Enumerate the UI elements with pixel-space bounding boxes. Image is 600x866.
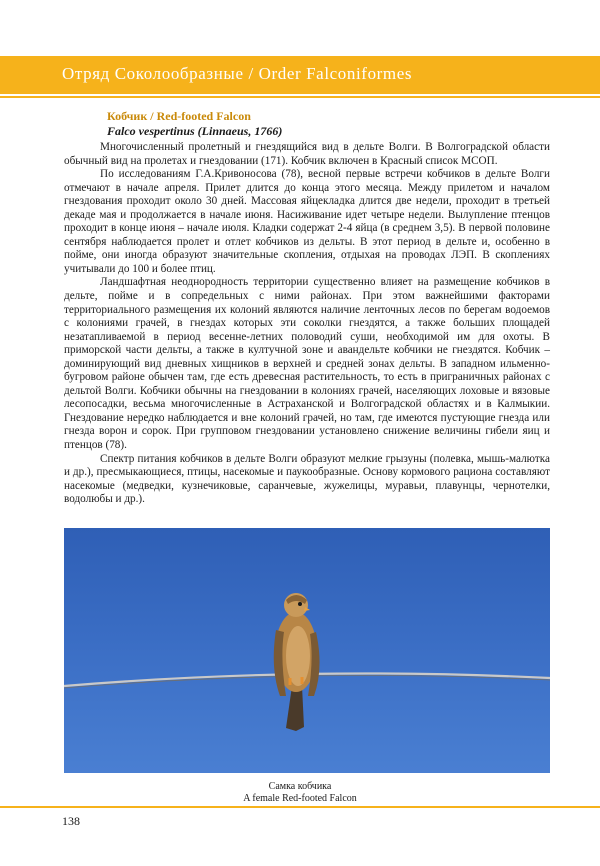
paragraph: Ландшафтная неоднородность территории существенно влияет на размещение кобчиков в дельте, пойме и в сопредельных с ними районах. При этом важнейшими факторами территориального размещения их колоний являются наличие ленточных лесов по берегам водоемов с колониями грачей, в гнездах которых эти соколки гнездятся, а также больших площадей незатапливаемой в период весенне-летних половодий суши, необходимой им для охоты. В приморской части дельты, а также в култучной зоне и авандельте кобчики не гнездятся. Кобчик – доминирующий вид дневных хищников в верхней и средней зонах дельты. В западном ильменно-бугровом районе обычен там, где есть древесная растительность, то есть в приграничных районах с дельтой Волги. Кобчики обычны на гнездовании в колониях грачей, населяющих лоховые и вязовые лесопосадки, весьма многочисленные в Астраханской и Волгоградской областях и в Калмыкии. Гнездование нередко наблюдается и вне колоний грачей, но там, где имеются пустующие гнезда или гнезда ворон и сорок. При групповом гнездовании установлено снижение величины гибели яиц и птенцов (78). (64, 276, 550, 452)
article-body (64, 141, 550, 507)
species-title: Кобчик / Red-footed Falcon (107, 109, 251, 123)
chapter-title: Отряд Соколообразные / Order Falconiformes (62, 64, 413, 83)
falcon-eye (298, 602, 302, 606)
photo-caption-en: A female Red-footed Falcon (243, 793, 357, 804)
paragraph: Спектр питания кобчиков в дельте Волги образуют мелкие грызуны (полевка, мышь-малютка и др.), пресмыкающиеся, птицы, насекомые и паукообразные. Основу кормового рациона составляют насекомые (медведки, кузнечиковые, саранчевые, жужелицы, муравьи, плавунцы, чернотелки, водолюбы и др.). (64, 452, 550, 506)
falcon-photo-illustration (64, 528, 550, 773)
falcon-tail (286, 686, 304, 731)
paragraph: Многочисленный пролетный и гнездящийся вид в дельте Волги. В Волгоградской области обычный вид на пролетах и гнездовании (171). Кобчик включен в Красный список МСОП. (64, 141, 550, 167)
falcon-photo (64, 528, 550, 773)
paragraph: По исследованиям Г.А.Кривоносова (78), весной первые встречи кобчиков в дельте Волги отмечают в начале апреля. Прилет длится до конца этого месяца. Между прилетом и началом гнездования проходит около 30 дней. Массовая яйцекладка длится две недели, проходит в третьей декаде мая и продолжается в начале июня. Насиживание идет четыре недели. Вылупление птенцов проходит в конце июня – начале июля. Кладки содержат 2-4 яйца (в среднем 3,5). В первой половине сентября наблюдается пролет и отлет кобчиков из дельты. В этот период в дельте и, особенно в пойме, они иногда образуют значительные скопления, отдыхая на проводах ЛЭП. В скоплениях учитывали до 100 и более птиц. (64, 168, 550, 275)
footer-divider (0, 806, 600, 808)
photo-caption-ru: Самка кобчика (268, 781, 332, 792)
page-number: 138 (62, 814, 80, 828)
species-latin-name: Falco vespertinus (Linnaeus, 1766) (107, 124, 283, 138)
header-divider (0, 96, 600, 98)
